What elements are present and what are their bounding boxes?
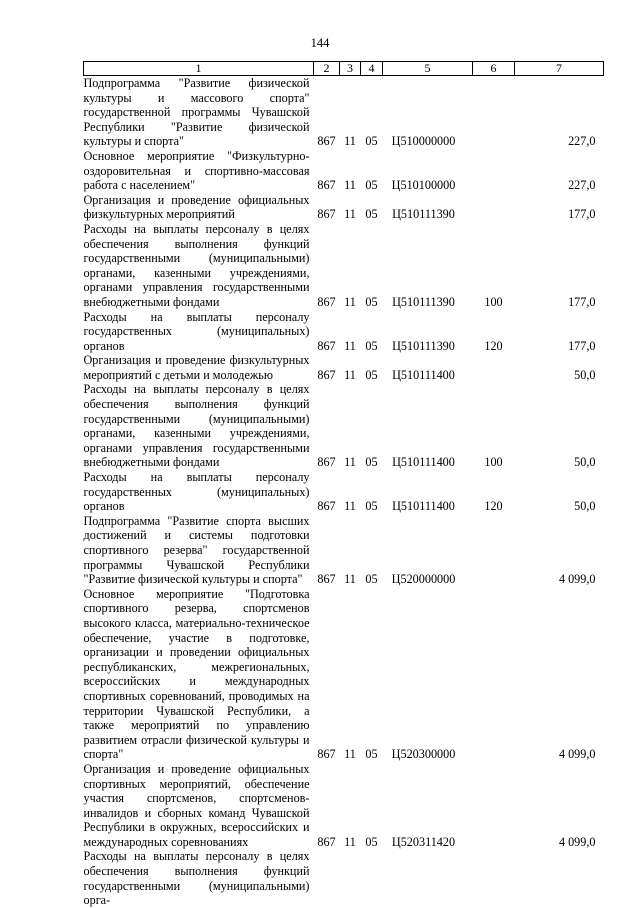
row-section: 11 xyxy=(344,134,356,149)
table-row xyxy=(84,762,604,850)
row-amount: 50,0 xyxy=(574,499,596,514)
row-ministry-code: 867 xyxy=(317,134,336,149)
row-subsection: 05 xyxy=(365,367,378,382)
row-subsection: 05 xyxy=(365,294,378,309)
row-section: 11 xyxy=(344,294,356,309)
row-ministry-code: 867 xyxy=(317,178,336,193)
row-target-article: Ц510111400 xyxy=(392,499,455,514)
row-target-article: Ц510111390 xyxy=(392,338,455,353)
row-expense-type xyxy=(473,193,515,222)
row-ministry-code: 867 xyxy=(317,294,336,309)
row-subsection: 05 xyxy=(365,207,378,222)
row-section: 11 xyxy=(344,207,356,222)
row-ministry-code: 867 xyxy=(317,572,336,587)
row-description: Основное мероприятие "Физкультурно-оздоровительная и спортивно-массовая работа с населением" xyxy=(83,148,310,193)
row-amount: 50,0 xyxy=(574,455,596,470)
row-description: Расходы на выплаты персоналу в целях обеспечения выполнения функций государственными (муниципальными) орга- xyxy=(83,849,310,908)
row-section: 11 xyxy=(344,834,356,849)
row-description: Расходы на выплаты персоналу государственных (муниципальных) органов xyxy=(83,470,310,514)
row-expense-type xyxy=(473,587,515,762)
row-expense-type xyxy=(473,149,515,193)
row-target-article: Ц520000000 xyxy=(391,572,456,587)
row-subsection: 05 xyxy=(365,834,378,849)
row-ministry-code: 867 xyxy=(317,499,336,514)
row-subsection: 05 xyxy=(365,338,378,353)
table-row xyxy=(84,353,604,382)
header-col-5: 5 xyxy=(383,62,473,76)
row-amount: 177,0 xyxy=(568,294,596,309)
row-subsection: 05 xyxy=(365,455,378,470)
header-col-2: 2 xyxy=(314,62,340,76)
row-description: Организация и проведение физкультурных мероприятий с детьми и молодежью xyxy=(83,353,310,382)
row-description: Расходы на выплаты персоналу государственных (муниципальных) органов xyxy=(83,309,310,353)
row-amount: 227,0 xyxy=(568,178,596,193)
row-amount: 50,0 xyxy=(574,367,596,382)
row-subsection: 05 xyxy=(365,499,378,514)
header-row xyxy=(84,62,604,76)
row-ministry-code: 867 xyxy=(317,207,336,222)
row-expense-type xyxy=(473,849,515,907)
row-expense-type xyxy=(473,762,515,850)
row-ministry-code: 867 xyxy=(317,367,336,382)
row-subsection: 05 xyxy=(365,747,378,762)
row-ministry-code: 867 xyxy=(317,455,336,470)
row-description: Основное мероприятие "Подготовка спортивного резерва, спортсменов высокого класса, материально-техническое обеспечение, участие в подготовке, организации и проведении официальных республиканских, межрегиональных, всероссийских и международных спортивных соревнований, проводимых на территории Чувашской Республики, а также мероприятий по управлению развитием отрасли физической культуры и спорта" xyxy=(83,586,310,762)
table-row xyxy=(84,849,604,907)
header-col-4: 4 xyxy=(361,62,383,76)
row-section xyxy=(340,849,361,907)
page-number: 144 xyxy=(310,36,330,50)
row-target-article: Ц510000000 xyxy=(391,134,456,149)
row-description: Организация и проведение официальных спортивных мероприятий, обеспечение участия спортсменов, спортсменов-инвалидов и сборных команд Чувашской Республики в окружных, всероссийских и международных соревнованиях xyxy=(83,761,310,849)
row-amount: 4 099,0 xyxy=(558,572,596,587)
row-target-article: Ц510111390 xyxy=(392,207,455,222)
row-expense-type: 100 xyxy=(484,455,503,470)
row-section: 11 xyxy=(344,499,356,514)
table-row xyxy=(84,76,604,149)
row-target-article: Ц520300000 xyxy=(391,747,456,762)
row-section: 11 xyxy=(344,178,356,193)
row-amount xyxy=(515,849,604,907)
row-target-article: Ц510100000 xyxy=(391,178,456,193)
row-target-article xyxy=(383,849,473,907)
row-description: Расходы на выплаты персоналу в целях обеспечения выполнения функций государственными (муниципальными) органами, казенными учреждениями, органами управления государственными внебюджетными фондами xyxy=(83,382,310,470)
row-description: Подпрограмма "Развитие физической культуры и массового спорта" государственной программы Чувашской Республики "Развитие физической культуры и спорта" xyxy=(83,76,310,149)
row-expense-type xyxy=(473,353,515,382)
table-row xyxy=(84,514,604,587)
row-description: Организация и проведение официальных физкультурных мероприятий xyxy=(83,192,310,222)
row-ministry-code: 867 xyxy=(317,338,336,353)
row-ministry-code: 867 xyxy=(317,747,336,762)
budget-table xyxy=(83,61,604,908)
table-row xyxy=(84,587,604,762)
row-amount: 4 099,0 xyxy=(558,834,596,849)
header-col-6: 6 xyxy=(473,62,515,76)
table-row xyxy=(84,149,604,193)
table-row xyxy=(84,470,604,514)
row-target-article: Ц510111400 xyxy=(392,367,455,382)
row-subsection xyxy=(361,849,383,907)
header-col-3: 3 xyxy=(340,62,361,76)
row-target-article: Ц520311420 xyxy=(391,834,456,849)
row-amount: 227,0 xyxy=(568,134,596,149)
table-row xyxy=(84,222,604,310)
row-subsection: 05 xyxy=(365,134,378,149)
row-section: 11 xyxy=(344,747,356,762)
row-target-article: Ц510111400 xyxy=(392,455,455,470)
row-ministry-code: 867 xyxy=(317,834,336,849)
row-expense-type xyxy=(473,514,515,587)
header-col-1: 1 xyxy=(84,62,314,76)
row-amount: 177,0 xyxy=(568,207,596,222)
row-section: 11 xyxy=(344,367,356,382)
row-section: 11 xyxy=(344,572,356,587)
row-section: 11 xyxy=(344,338,356,353)
row-ministry-code xyxy=(314,849,340,907)
row-subsection: 05 xyxy=(365,572,378,587)
table-row xyxy=(84,310,604,354)
row-expense-type: 120 xyxy=(484,499,503,514)
row-section: 11 xyxy=(344,455,356,470)
row-expense-type xyxy=(473,76,515,149)
row-amount: 177,0 xyxy=(568,338,596,353)
row-description: Подпрограмма "Развитие спорта высших достижений и системы подготовки спортивного резерва" государственной программы Чувашской Республики "Развитие физической культуры и спорта" xyxy=(83,513,310,587)
row-target-article: Ц510111390 xyxy=(392,294,455,309)
row-amount: 4 099,0 xyxy=(558,747,596,762)
row-expense-type: 100 xyxy=(484,294,503,309)
row-description: Расходы на выплаты персоналу в целях обеспечения выполнения функций государственными (муниципальными) органами, казенными учреждениями, органами управления государственными внебюджетными фондами xyxy=(83,221,310,309)
table-row xyxy=(84,382,604,470)
row-expense-type: 120 xyxy=(484,338,503,353)
row-subsection: 05 xyxy=(365,178,378,193)
header-col-7: 7 xyxy=(515,62,604,76)
table-row xyxy=(84,193,604,222)
